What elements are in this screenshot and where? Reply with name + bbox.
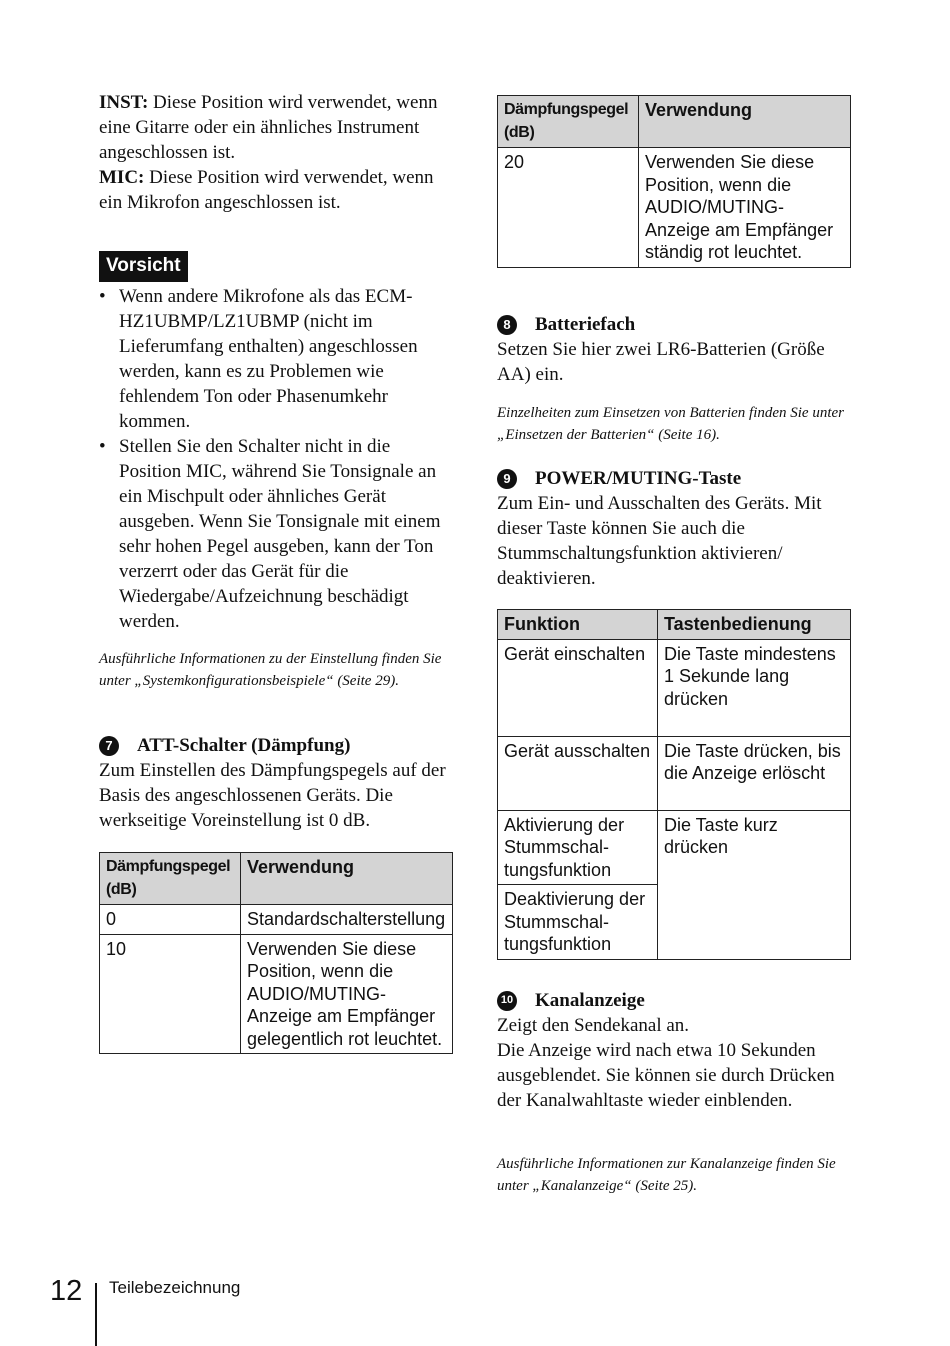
table-cell: Deaktivierung der Stummschal-tungsfunktion <box>498 885 658 960</box>
section-9-heading <box>497 466 853 491</box>
table-header: Dämpfungspegel (dB) <box>100 853 241 905</box>
table-cell: Die Taste kurz drücken <box>658 810 851 959</box>
section-9 <box>497 466 853 591</box>
table-cell: Gerät einschalten <box>498 639 658 736</box>
table-header: Tastenbedienung <box>658 610 851 640</box>
page-number: 12 <box>50 1275 83 1307</box>
caution-label: Vorsicht <box>99 251 188 282</box>
table-row <box>498 639 851 736</box>
section-7-heading <box>99 733 455 758</box>
footer-section-title: Teilebezeichnung <box>109 1278 241 1297</box>
inst-mic-block <box>99 90 455 215</box>
table-cell: Verwenden Sie diese Position, wenn die AUDIO/MUTING-Anzeige am Empfänger gelegentlich rot leuchtet. <box>241 934 453 1054</box>
list-item <box>99 434 449 634</box>
mic-text: Diese Position wird verwendet, wenn ein Mikrofon angeschlossen ist. <box>99 167 434 213</box>
section-8 <box>497 312 853 387</box>
section-9-title: POWER/MUTING-Taste <box>535 468 742 489</box>
table-row <box>100 905 453 935</box>
bullet-text: Stellen Sie den Schalter nicht in die Position MIC, während Sie Tonsignale an ein Mischpult oder ähnliches Gerät ausgeben. Wenn Sie Tonsignale mit einem sehr hohen Pegel ausgeben, kann der Ton verzerrt oder das Gerät für die Wiedergabe/Aufzeichnung beschädigt werden. <box>119 436 441 632</box>
battery-note: Einzelheiten zum Einsetzen von Batterien finden Sie unter „Einsetzen der Batterien“ (Seite 16). <box>497 405 845 443</box>
table-header: Verwendung <box>639 96 851 148</box>
channel-note: Ausführliche Informationen zur Kanalanzeige finden Sie unter „Kanalanzeige“ (Seite 25). <box>497 1156 836 1194</box>
section-8-text: Setzen Sie hier zwei LR6-Batterien (Größe AA) ein. <box>497 339 825 385</box>
button-function-table <box>497 609 851 960</box>
mic-paragraph <box>99 165 455 215</box>
section-10-text-2: Die Anzeige wird nach etwa 10 Sekunden ausgeblendet. Sie können sie durch Drücken der Kanalwahltaste wieder einblenden. <box>497 1040 835 1111</box>
section-7-title: ATT-Schalter (Dämpfung) <box>137 735 351 756</box>
table-cell: 10 <box>100 934 241 1054</box>
section-9-text: Zum Ein- und Ausschalten des Geräts. Mit dieser Taste können Sie auch die Stummschaltungsfunktion aktivieren/ deaktivieren. <box>497 493 822 589</box>
table-header: Funktion <box>498 610 658 640</box>
number-badge-icon: 8 <box>497 315 517 335</box>
number-badge-icon: 10 <box>497 991 517 1011</box>
attenuation-table <box>99 852 453 1054</box>
table-header: Dämpfungspegel (dB) <box>498 96 639 148</box>
attenuation-table-continued <box>497 95 851 268</box>
bullet-icon: • <box>99 286 106 307</box>
section-10-heading <box>497 988 853 1013</box>
table-row <box>498 736 851 810</box>
table-cell: Die Taste drücken, bis die Anzeige erlöscht <box>658 736 851 810</box>
section-7 <box>99 733 455 833</box>
table-cell: Standardschalterstellung <box>241 905 453 935</box>
caution-box <box>99 251 188 282</box>
inst-text: Diese Position wird verwendet, wenn eine Gitarre oder ein ähnliches Instrument angeschlossen ist. <box>99 92 438 163</box>
inst-paragraph <box>99 90 455 165</box>
bullet-text: Wenn andere Mikrofone als das ECM-HZ1UBMP/LZ1UBMP (nicht im Lieferumfang enthalten) angeschlossen werden, kann es zu Problemen wie fehlendem Ton oder Phasenumkehr kommen. <box>119 286 418 432</box>
caution-list <box>99 284 449 634</box>
section-8-title: Batteriefach <box>535 314 636 335</box>
section-10-text-1: Zeigt den Sendekanal an. <box>497 1015 690 1036</box>
table-cell: Die Taste mindestens 1 Sekunde lang drücken <box>658 639 851 736</box>
table-cell: 0 <box>100 905 241 935</box>
table-row <box>100 934 453 1054</box>
table-row <box>498 810 851 885</box>
mic-label: MIC: <box>99 167 145 188</box>
table-header-row <box>498 610 851 640</box>
table-cell: Aktivierung der Stummschal-tungsfunktion <box>498 810 658 885</box>
bullet-icon: • <box>99 436 106 457</box>
number-badge-icon: 7 <box>99 736 119 756</box>
section-10-title: Kanalanzeige <box>535 990 645 1011</box>
inst-label: INST: <box>99 92 149 113</box>
number-badge-icon: 9 <box>497 469 517 489</box>
table-header-row <box>100 853 453 905</box>
section-10 <box>497 988 853 1113</box>
settings-note: Ausführliche Informationen zu der Einstellung finden Sie unter „Systemkonfigurationsbeispiele“ (Seite 29). <box>99 651 442 689</box>
table-cell: Gerät ausschalten <box>498 736 658 810</box>
table-row <box>498 148 851 268</box>
table-cell: 20 <box>498 148 639 268</box>
section-8-heading <box>497 312 853 337</box>
table-header-row <box>498 96 851 148</box>
section-7-text: Zum Einstellen des Dämpfungspegels auf der Basis des angeschlossenen Geräts. Die werkseitige Voreinstellung ist 0 dB. <box>99 760 446 831</box>
table-cell: Verwenden Sie diese Position, wenn die AUDIO/MUTING-Anzeige am Empfänger ständig rot leuchtet. <box>639 148 851 268</box>
table-header: Verwendung <box>241 853 453 905</box>
list-item <box>99 284 449 434</box>
footer-divider <box>95 1283 97 1346</box>
